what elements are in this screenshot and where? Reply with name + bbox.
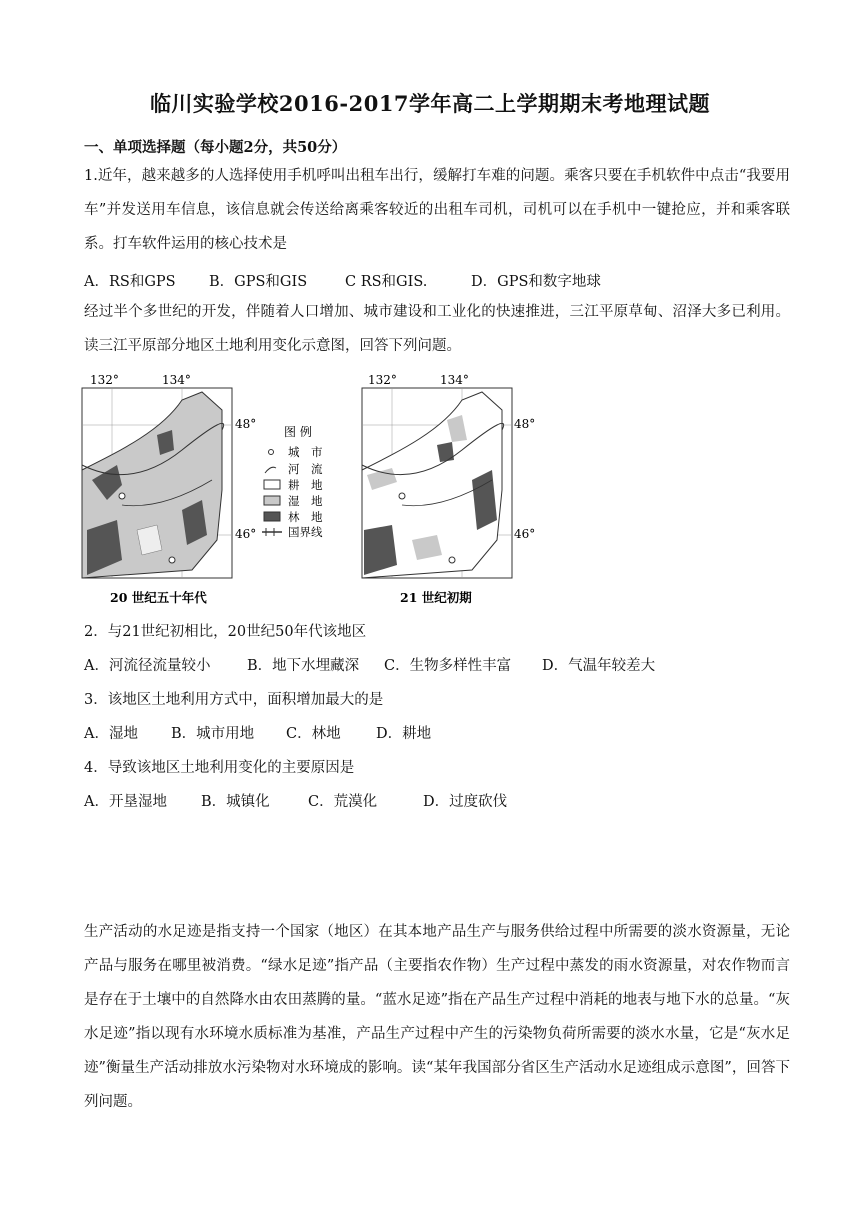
legend-farmland: 耕 地	[288, 478, 323, 492]
question-4-options	[84, 790, 507, 811]
option-b: B．地下水埋藏深	[247, 658, 360, 674]
page-title: 临川实验学校2016-2017学年高二上学期期末考地理试题	[149, 91, 711, 116]
map-1950s	[82, 373, 256, 605]
option-a: A．开垦湿地	[84, 794, 167, 810]
option-d: D．过度砍伐	[423, 794, 508, 810]
lat-label-46-right: 46°	[514, 527, 536, 541]
forest-symbol	[264, 512, 280, 521]
land-use-map-figure	[62, 370, 542, 610]
lon-label-134-right: 134°	[440, 373, 469, 387]
lon-label-132: 132°	[90, 373, 119, 387]
question-3-stem: 3．该地区土地利用方式中，面积增加最大的是	[84, 692, 384, 708]
legend-wetland: 湿 地	[288, 494, 323, 508]
river-symbol	[265, 467, 276, 473]
legend-river: 河 流	[288, 462, 323, 476]
legend-forest: 林 地	[288, 510, 323, 524]
caption-1950s: 20 世纪五十年代	[110, 590, 207, 605]
option-d: D．GPS和数字地球	[471, 274, 601, 290]
lon-label-134: 134°	[162, 373, 191, 387]
legend-border: 国界线	[288, 525, 323, 539]
lat-label-46: 46°	[235, 527, 257, 541]
question-1-stem: 1.近年，越来越多的人选择使用手机呼叫出租车出行，缓解打车难的问题。乘客只要在手机软件中点击“我要用车”并发送用车信息，该信息就会传送给离乘客较近的出租车司机，司机可以在手机中一键抢应，并和乘客联系。打车软件运用的核心技术是	[84, 168, 790, 252]
intro-water-footprint: 生产活动的水足迹是指支持一个国家（地区）在其本地产品生产与服务供给过程中所需要的淡水资源量，无论产品与服务在哪里被消费。“绿水足迹”指产品（主要指农作物）生产过程中蒸发的雨水资源量，对农作物而言是存在于土壤中的自然降水由农田蒸腾的量。“蓝水足迹”指在产品生产过程中消耗的地表与地下水的总量。“灰水足迹”指以现有水环境水质标准为基准，产品生产过程中产生的污染物负荷所需要的淡水水量，它是“灰水足迹”衡量生产活动排放水污染物对水环境成的影响。读“某年我国部分省区生产活动水足迹组成示意图”，回答下列问题。	[84, 924, 790, 1110]
question-4-stem: 4．导致该地区土地利用变化的主要原因是	[84, 760, 355, 776]
question-2-options	[84, 654, 655, 675]
option-a: A．河流径流量较小	[84, 658, 211, 674]
wetland-symbol	[264, 496, 280, 505]
option-d: D．耕地	[376, 726, 432, 742]
legend-city: 城 市	[288, 445, 323, 459]
option-c: C．荒漠化	[308, 794, 378, 810]
option-b: B．城镇化	[201, 794, 270, 810]
question-1-options	[84, 270, 601, 291]
option-a: A．湿地	[84, 726, 138, 742]
farmland-symbol	[264, 480, 280, 489]
option-c: C．林地	[286, 726, 341, 742]
map-2000s	[362, 373, 535, 605]
option-b: B．GPS和GIS	[209, 274, 308, 290]
intro-sanjiang: 经过半个多世纪的开发，伴随着人口增加、城市建设和工业化的快速推进，三江平原草甸、沼泽大多已利用。读三江平原部分地区土地利用变化示意图，回答下列问题。	[84, 304, 790, 354]
lat-label-48-right: 48°	[514, 417, 536, 431]
option-c: C．生物多样性丰富	[384, 658, 512, 674]
option-b: B．城市用地	[171, 726, 255, 742]
question-3-options	[84, 722, 431, 743]
city-symbol	[269, 450, 274, 455]
caption-2000s: 21 世纪初期	[400, 590, 472, 605]
lon-label-132-right: 132°	[368, 373, 397, 387]
section-heading: 一、单项选择题（每小题2分，共50分）	[84, 139, 347, 156]
option-c: C RS和GIS.	[345, 274, 428, 290]
map-legend	[262, 424, 323, 539]
lat-label-48: 48°	[235, 417, 257, 431]
option-d: D．气温年较差大	[542, 658, 656, 674]
legend-title: 图 例	[284, 425, 312, 439]
option-a: A．RS和GPS	[84, 274, 176, 290]
question-2-stem: 2．与21世纪初相比，20世纪50年代该地区	[84, 624, 367, 640]
